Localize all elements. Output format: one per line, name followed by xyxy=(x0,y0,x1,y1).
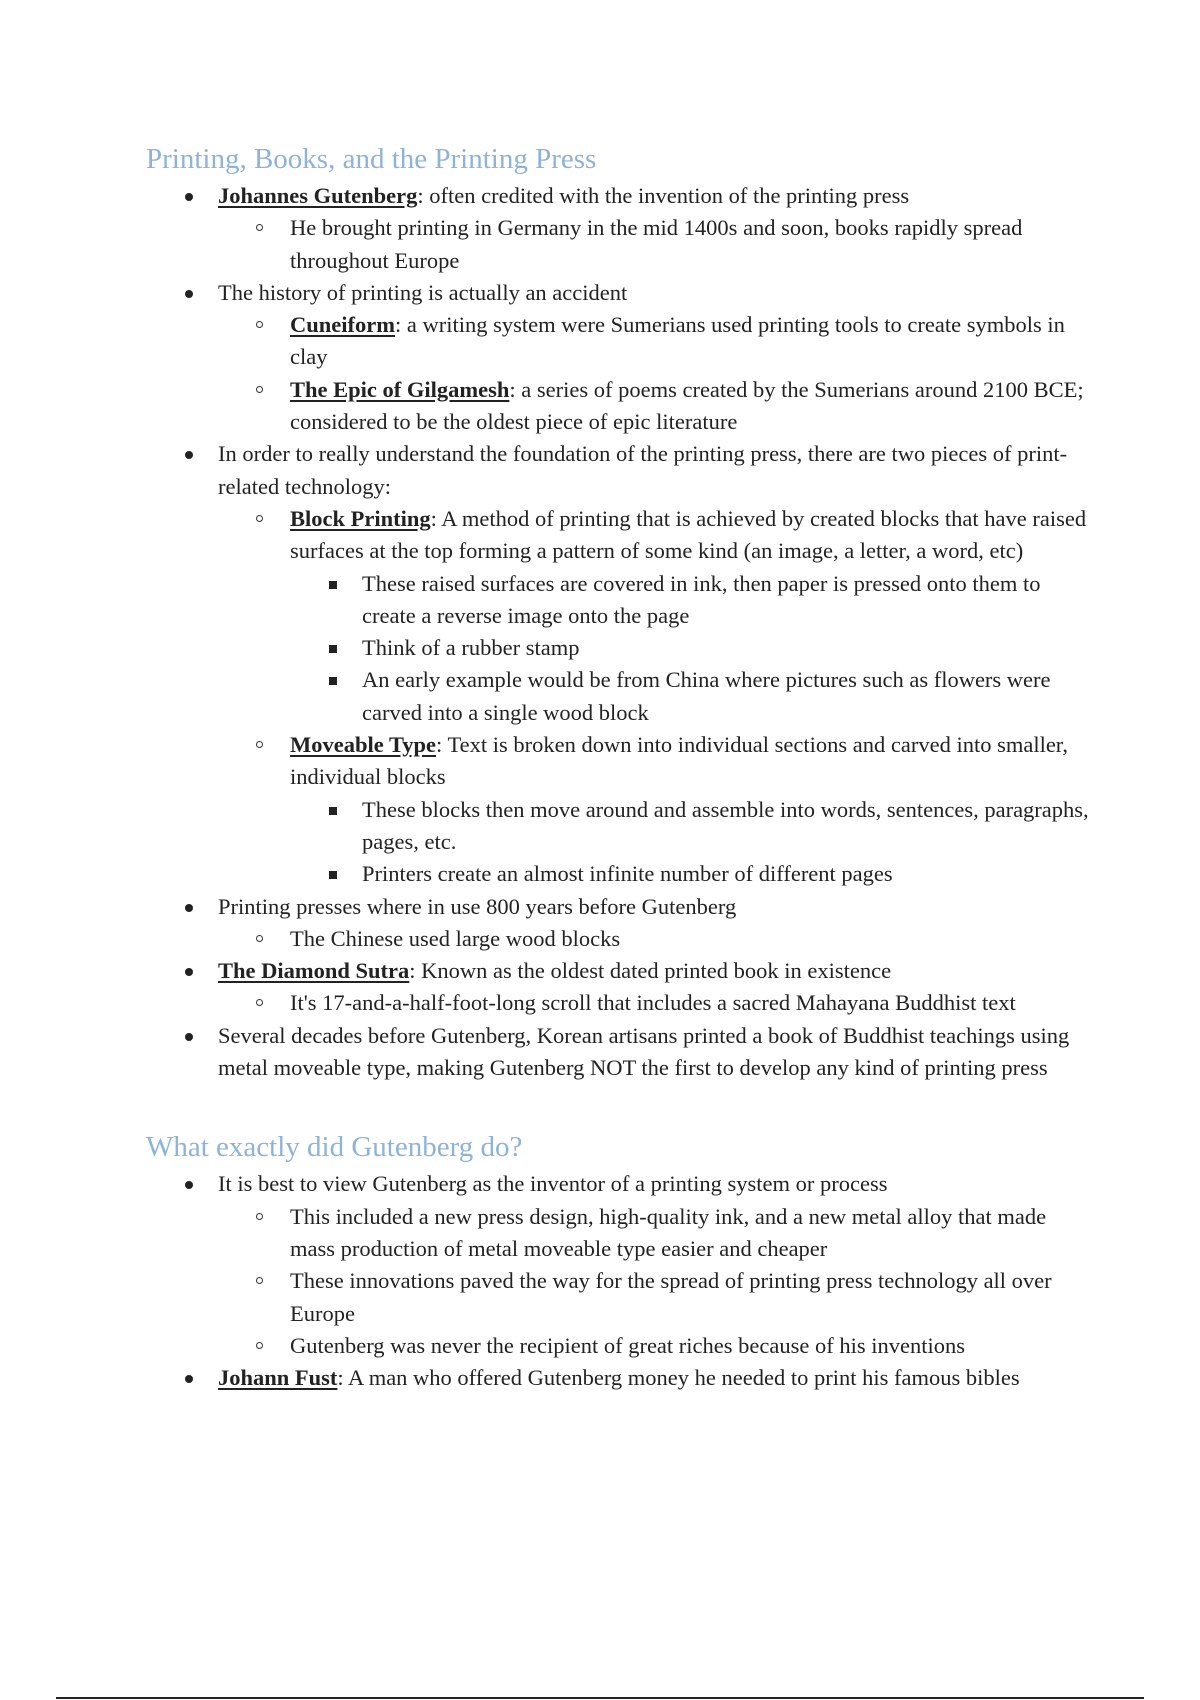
sub-bullet-item xyxy=(218,1265,1096,1330)
bullet-item xyxy=(146,955,1096,1020)
section-heading: Printing, Books, and the Printing Press xyxy=(146,143,597,175)
bullet-circle-icon xyxy=(256,515,263,522)
bullet-item xyxy=(146,891,1096,956)
item-text: : A method of printing that is achieved by created blocks that have raised surfaces at the top forming a pattern of some kind (an image, a letter, a word, etc) xyxy=(290,505,1087,564)
item-text: He brought printing in Germany in the mid 1400s and soon, books rapidly spread throughout Europe xyxy=(290,215,1023,273)
bullet-dot-icon xyxy=(185,1375,193,1383)
bullet-item xyxy=(146,277,1096,438)
sub-bullet-item xyxy=(218,987,1096,1019)
nested-list xyxy=(218,503,1096,891)
bullet-circle-icon xyxy=(256,935,263,942)
item-text: : A man who offered Gutenberg money he needed to print his famous bibles xyxy=(337,1365,1020,1391)
sub-bullet-item xyxy=(218,503,1096,729)
key-term: Johannes Gutenberg xyxy=(218,183,418,208)
item-text: An early example would be from China where pictures such as flowers were carved into a single wood block xyxy=(362,667,1051,725)
nested-list xyxy=(218,987,1096,1019)
nested-list xyxy=(218,1201,1096,1362)
item-text: The history of printing is actually an accident xyxy=(218,279,628,305)
section-heading: What exactly did Gutenberg do? xyxy=(146,1131,523,1164)
sub-bullet-item xyxy=(218,1330,1096,1362)
key-term: Johann Fust xyxy=(218,1365,338,1391)
item-text: The Chinese used large wood blocks xyxy=(290,925,621,951)
bullet-circle-icon xyxy=(256,1213,263,1220)
key-term: Block Printing xyxy=(290,505,431,531)
bullet-dot-icon xyxy=(185,451,193,459)
item-text: In order to really understand the foundation of the printing press, there are two pieces of print-related technology: xyxy=(218,441,1068,499)
sub-bullet-item xyxy=(218,1201,1096,1266)
key-term: Cuneiform xyxy=(290,312,395,338)
sub-sub-bullet-item xyxy=(290,858,1096,890)
item-text: It is best to view Gutenberg as the inventor of a printing system or process xyxy=(218,1171,888,1197)
key-term: The Epic of Gilgamesh xyxy=(290,376,510,402)
bullet-circle-icon xyxy=(256,1277,263,1284)
item-text: Printing presses where in use 800 years before Gutenberg xyxy=(218,893,737,919)
bullet-list xyxy=(146,180,1096,1084)
bullet-item xyxy=(146,180,1096,277)
bullet-item xyxy=(146,1020,1096,1085)
page-bottom-rule xyxy=(56,1697,1144,1699)
sub-bullet-item xyxy=(218,374,1096,439)
bullet-item xyxy=(146,438,1096,890)
nested-list xyxy=(218,923,1096,955)
nested-list xyxy=(218,309,1096,438)
sub-sub-bullet-item xyxy=(290,664,1096,729)
item-text: These blocks then move around and assemble into words, sentences, paragraphs, pages, etc. xyxy=(362,796,1089,854)
item-text: Several decades before Gutenberg, Korean artisans printed a book of Buddhist teachings using metal moveable type, making Gutenberg NOT the first to develop any kind of printing press xyxy=(218,1022,1070,1081)
bullet-square-icon xyxy=(329,871,337,879)
sub-sub-bullet-item xyxy=(290,568,1096,633)
document-body xyxy=(146,140,1096,1394)
bullet-square-icon xyxy=(329,645,337,653)
nested-list xyxy=(290,568,1096,729)
bullet-dot-icon xyxy=(185,193,193,201)
key-term: The Diamond Sutra xyxy=(218,958,410,984)
bullet-circle-icon xyxy=(256,224,263,231)
bullet-dot-icon xyxy=(185,1181,193,1189)
item-text: These raised surfaces are covered in ink, then paper is pressed onto them to create a reverse image onto the page xyxy=(362,570,1041,628)
item-text: These innovations paved the way for the spread of printing press technology all over Europe xyxy=(290,1268,1052,1326)
bullet-square-icon xyxy=(329,677,337,685)
sub-bullet-item xyxy=(218,309,1096,374)
item-text: : a series of poems created by the Sumerians around 2100 BCE; considered to be the oldest piece of epic literature xyxy=(290,376,1084,435)
bullet-circle-icon xyxy=(256,741,263,748)
sub-bullet-item xyxy=(218,212,1096,277)
item-text: It's 17-and-a-half-foot-long scroll that includes a sacred Mahayana Buddhist text xyxy=(290,990,1016,1016)
item-text: This included a new press design, high-quality ink, and a new metal alloy that made mass production of metal moveable type easier and cheaper xyxy=(290,1203,1047,1261)
bullet-circle-icon xyxy=(256,999,263,1006)
item-text: : often credited with the invention of the printing press xyxy=(417,183,910,208)
bullet-dot-icon xyxy=(185,904,193,912)
bullet-circle-icon xyxy=(256,1342,263,1349)
bullet-square-icon xyxy=(329,807,337,815)
nested-list xyxy=(218,212,1096,277)
bullet-circle-icon xyxy=(256,386,263,393)
bullet-circle-icon xyxy=(256,321,263,328)
item-text: Think of a rubber stamp xyxy=(362,635,580,661)
key-term: Moveable Type xyxy=(290,732,437,758)
bullet-item xyxy=(146,1362,1096,1394)
sub-sub-bullet-item xyxy=(290,632,1096,664)
bullet-dot-icon xyxy=(185,290,193,298)
nested-list xyxy=(290,794,1096,891)
bullet-dot-icon xyxy=(185,1033,193,1041)
item-text: : a writing system were Sumerians used printing tools to create symbols in clay xyxy=(290,312,1065,370)
bullet-list xyxy=(146,1168,1096,1394)
sub-sub-bullet-item xyxy=(290,794,1096,859)
sub-bullet-item xyxy=(218,923,1096,955)
item-text: Gutenberg was never the recipient of great riches because of his inventions xyxy=(290,1332,965,1358)
bullet-item xyxy=(146,1168,1096,1362)
item-text: Printers create an almost infinite number of different pages xyxy=(362,861,893,887)
item-text: : Text is broken down into individual sections and carved into smaller, individual blocks xyxy=(290,732,1069,790)
sub-bullet-item xyxy=(218,729,1096,890)
item-text: : Known as the oldest dated printed book in existence xyxy=(409,958,892,984)
bullet-square-icon xyxy=(329,581,337,589)
bullet-dot-icon xyxy=(185,968,193,976)
